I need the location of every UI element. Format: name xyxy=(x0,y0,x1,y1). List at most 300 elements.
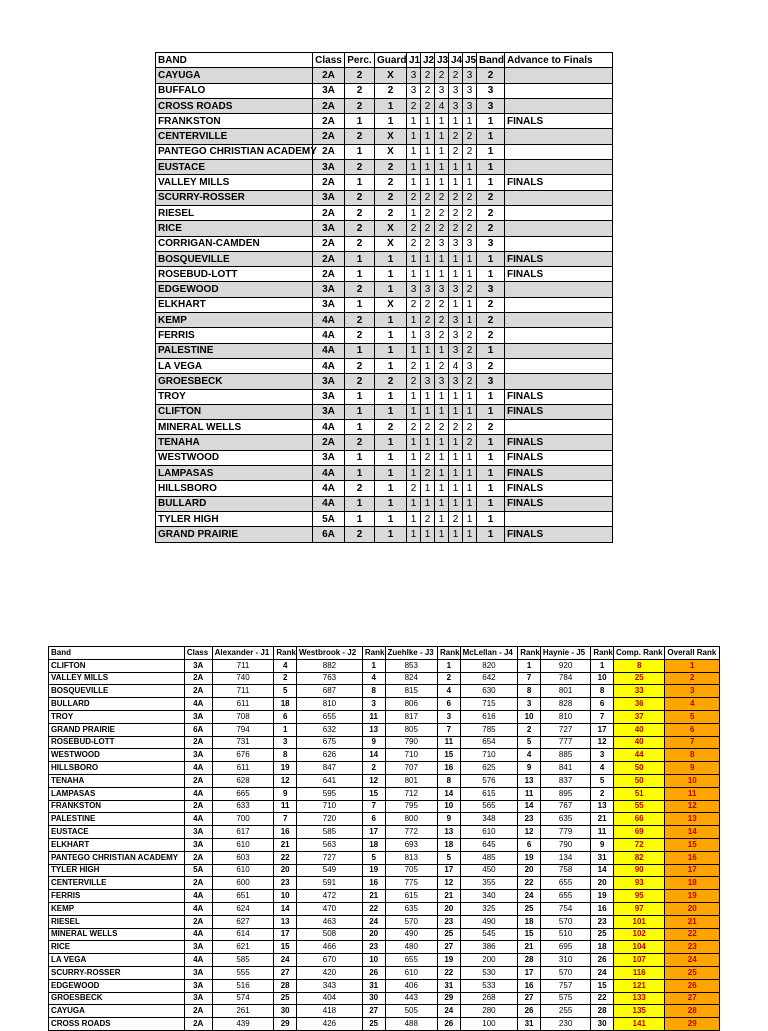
table-cell: 1 xyxy=(477,129,505,144)
table-cell: 1 xyxy=(435,114,449,129)
table-cell: 617 xyxy=(212,826,274,839)
table-cell: 775 xyxy=(385,877,437,890)
table-cell: 2 xyxy=(421,205,435,220)
band-name: MINERAL WELLS xyxy=(49,928,185,941)
table-cell: 3 xyxy=(449,98,463,113)
column-header: Rank xyxy=(591,647,614,660)
table-cell: 801 xyxy=(385,774,437,787)
table-row xyxy=(49,800,720,813)
table-cell: 2 xyxy=(345,205,375,220)
table-cell: 603 xyxy=(212,851,274,864)
overall-rank: 1 xyxy=(665,659,720,672)
band-name: BULLARD xyxy=(156,496,313,511)
table-cell: 710 xyxy=(385,749,437,762)
overall-rank: 22 xyxy=(665,928,720,941)
table-cell: FINALS xyxy=(505,114,613,129)
table-row xyxy=(49,698,720,711)
table-cell: 31 xyxy=(362,979,385,992)
table-cell: 14 xyxy=(437,787,460,800)
table-cell: 9 xyxy=(437,813,460,826)
table-cell: 1 xyxy=(375,527,407,542)
table-cell: 1 xyxy=(421,129,435,144)
table-cell xyxy=(505,129,613,144)
table-cell: 18 xyxy=(362,838,385,851)
table-cell: 17 xyxy=(437,864,460,877)
comp-rank: 116 xyxy=(613,966,664,979)
table-cell: 642 xyxy=(460,672,518,685)
table-cell: 2 xyxy=(345,83,375,98)
table-cell: 757 xyxy=(540,979,590,992)
table-row xyxy=(156,374,613,389)
table-cell: 731 xyxy=(212,736,274,749)
table-cell: 1 xyxy=(463,114,477,129)
band-name: CAYUGA xyxy=(156,68,313,83)
band-name: GRAND PRAIRIE xyxy=(156,527,313,542)
table-cell: 2 xyxy=(435,313,449,328)
comp-rank: 95 xyxy=(613,890,664,903)
table-row xyxy=(49,685,720,698)
table-cell: 30 xyxy=(591,1018,614,1031)
table-cell: 2 xyxy=(463,343,477,358)
table-cell: 784 xyxy=(540,672,590,685)
table-cell: 635 xyxy=(540,813,590,826)
band-name: EUSTACE xyxy=(49,826,185,839)
table-cell: 25 xyxy=(437,928,460,941)
table-cell: 1 xyxy=(421,114,435,129)
table-cell: 1 xyxy=(407,511,421,526)
table-cell: 1 xyxy=(437,659,460,672)
band-name: ROSEBUD-LOTT xyxy=(156,267,313,282)
table-cell: 627 xyxy=(212,915,274,928)
table-cell: 26 xyxy=(362,966,385,979)
table-cell: 1 xyxy=(435,450,449,465)
table-cell: 670 xyxy=(297,954,363,967)
table-row xyxy=(156,129,613,144)
table-cell: 10 xyxy=(437,800,460,813)
comp-rank: 104 xyxy=(613,941,664,954)
table-cell: 1 xyxy=(345,297,375,312)
table-cell: 2 xyxy=(274,672,297,685)
comp-rank: 107 xyxy=(613,954,664,967)
band-name: RICE xyxy=(49,941,185,954)
table-cell: 2A xyxy=(184,1018,212,1031)
overall-rank: 6 xyxy=(665,723,720,736)
table-cell: 386 xyxy=(460,941,518,954)
table-cell: 20 xyxy=(591,877,614,890)
table-cell: 2 xyxy=(463,205,477,220)
table-cell: 655 xyxy=(540,890,590,903)
table-cell: 847 xyxy=(297,762,363,775)
overall-rank: 2 xyxy=(665,672,720,685)
band-name: CLIFTON xyxy=(49,659,185,672)
table-cell: 1 xyxy=(407,435,421,450)
table-cell: 1 xyxy=(449,481,463,496)
table-cell: 2 xyxy=(421,98,435,113)
table-cell: 575 xyxy=(540,992,590,1005)
table-cell: 1 xyxy=(375,389,407,404)
table-cell xyxy=(505,190,613,205)
table-cell xyxy=(505,358,613,373)
table-cell: 268 xyxy=(460,992,518,1005)
table-cell: 9 xyxy=(518,762,541,775)
table-cell: 2 xyxy=(463,374,477,389)
band-name: TYLER HIGH xyxy=(49,864,185,877)
table-cell: 2 xyxy=(591,787,614,800)
table-cell: 2 xyxy=(449,205,463,220)
overall-rank: 18 xyxy=(665,877,720,890)
table-cell: 28 xyxy=(518,954,541,967)
table-cell: 5A xyxy=(313,511,345,526)
table-cell: 3 xyxy=(463,236,477,251)
table-cell: 26 xyxy=(518,1005,541,1018)
table-cell: 824 xyxy=(385,672,437,685)
table-cell: 2 xyxy=(375,160,407,175)
table-cell: 2 xyxy=(477,221,505,236)
table-cell: 1 xyxy=(463,297,477,312)
table-cell: 1 xyxy=(375,313,407,328)
table-cell: 2A xyxy=(184,774,212,787)
table-cell: 920 xyxy=(540,659,590,672)
band-name: CLIFTON xyxy=(156,404,313,419)
table-cell: 1 xyxy=(449,251,463,266)
table-cell: 1 xyxy=(375,328,407,343)
table-cell: 23 xyxy=(591,915,614,928)
table-cell: 1 xyxy=(421,404,435,419)
table-cell: 2 xyxy=(375,374,407,389)
table-cell: 6A xyxy=(313,527,345,542)
band-name: GROESBECK xyxy=(156,374,313,389)
comp-rank: 8 xyxy=(613,659,664,672)
table-row xyxy=(156,420,613,435)
table-cell: 1 xyxy=(407,343,421,358)
table-cell: 343 xyxy=(297,979,363,992)
column-header: J5 xyxy=(463,53,477,68)
table-cell: 439 xyxy=(212,1018,274,1031)
table-cell: 3 xyxy=(449,343,463,358)
table-cell: 2 xyxy=(421,511,435,526)
overall-rank: 14 xyxy=(665,826,720,839)
table-cell: 3 xyxy=(591,749,614,762)
table-cell: 1 xyxy=(463,175,477,190)
comp-rank: 102 xyxy=(613,928,664,941)
table-cell: 810 xyxy=(540,710,590,723)
band-name: RIESEL xyxy=(49,915,185,928)
table-cell: 628 xyxy=(212,774,274,787)
table-cell: 1 xyxy=(345,450,375,465)
table-cell: 7 xyxy=(591,710,614,723)
overall-rank: 29 xyxy=(665,1018,720,1031)
table-cell: 20 xyxy=(518,864,541,877)
table-cell: 1 xyxy=(375,450,407,465)
table-cell: 2 xyxy=(407,481,421,496)
table-cell: 810 xyxy=(297,698,363,711)
column-header: BAND xyxy=(156,53,313,68)
table-cell: 655 xyxy=(297,710,363,723)
table-row xyxy=(49,1018,720,1031)
table-cell: FINALS xyxy=(505,466,613,481)
table-cell: 1 xyxy=(463,313,477,328)
table-cell: 2 xyxy=(345,221,375,236)
band-name: LA VEGA xyxy=(49,954,185,967)
table-cell: 611 xyxy=(212,762,274,775)
table-cell: 11 xyxy=(591,826,614,839)
band-name: EDGEWOOD xyxy=(49,979,185,992)
table-cell xyxy=(505,205,613,220)
table-cell: X xyxy=(375,68,407,83)
table-cell: FINALS xyxy=(505,435,613,450)
table-cell: 815 xyxy=(385,685,437,698)
comp-rank: 36 xyxy=(613,698,664,711)
table-cell: 4A xyxy=(313,466,345,481)
table-cell: 1 xyxy=(345,389,375,404)
table-cell: 8 xyxy=(362,685,385,698)
comp-rank: 50 xyxy=(613,762,664,775)
table-cell: 1 xyxy=(435,527,449,542)
table-cell: 2 xyxy=(435,420,449,435)
table-cell: 2 xyxy=(421,420,435,435)
table-cell: 325 xyxy=(460,902,518,915)
table-cell: 3 xyxy=(449,83,463,98)
table-cell: 3A xyxy=(313,160,345,175)
table-cell: 12 xyxy=(518,826,541,839)
table-cell: 404 xyxy=(297,992,363,1005)
table-cell: 610 xyxy=(212,838,274,851)
table-cell: 516 xyxy=(212,979,274,992)
table-cell: 2 xyxy=(463,328,477,343)
table-cell: 645 xyxy=(460,838,518,851)
table-cell: 1 xyxy=(375,343,407,358)
table-cell: 641 xyxy=(297,774,363,787)
table-cell: FINALS xyxy=(505,481,613,496)
table-cell: 1 xyxy=(449,450,463,465)
table-cell: 1 xyxy=(435,481,449,496)
table-cell: 767 xyxy=(540,800,590,813)
column-header: Guard xyxy=(375,53,407,68)
table-cell: 1 xyxy=(477,251,505,266)
comp-rank: 40 xyxy=(613,723,664,736)
table-cell: 1 xyxy=(463,160,477,175)
table-cell: 2 xyxy=(463,420,477,435)
table-cell: 1 xyxy=(345,175,375,190)
table-cell: 13 xyxy=(274,915,297,928)
table-row xyxy=(49,659,720,672)
table-cell: 21 xyxy=(591,813,614,826)
table-cell: 466 xyxy=(297,941,363,954)
table-cell: 1 xyxy=(345,466,375,481)
table-cell: FINALS xyxy=(505,175,613,190)
table-cell: 3A xyxy=(184,941,212,954)
band-name: FRANKSTON xyxy=(156,114,313,129)
column-header: Comp. Rank xyxy=(613,647,664,660)
table-cell: 1 xyxy=(435,251,449,266)
table-cell: 711 xyxy=(212,685,274,698)
column-header: Zuehlke - J3 xyxy=(385,647,437,660)
table-row xyxy=(156,511,613,526)
table-cell: 22 xyxy=(437,966,460,979)
overall-rank: 27 xyxy=(665,992,720,1005)
table-cell: 10 xyxy=(518,710,541,723)
band-name: LA VEGA xyxy=(156,358,313,373)
table-cell: 17 xyxy=(591,723,614,736)
table-cell: 611 xyxy=(212,698,274,711)
comp-rank: 33 xyxy=(613,685,664,698)
table-cell: 4 xyxy=(449,358,463,373)
table-cell: 3A xyxy=(184,979,212,992)
table-cell: 1 xyxy=(449,114,463,129)
table-cell: 450 xyxy=(460,864,518,877)
table-cell: 12 xyxy=(362,774,385,787)
column-header: J3 xyxy=(435,53,449,68)
table-cell: 1 xyxy=(345,114,375,129)
table-cell: 18 xyxy=(437,838,460,851)
table-cell: 3 xyxy=(449,313,463,328)
table-cell: 3 xyxy=(463,358,477,373)
table-cell: 27 xyxy=(362,1005,385,1018)
table-cell: 2 xyxy=(421,83,435,98)
table-cell: 621 xyxy=(212,941,274,954)
table-row xyxy=(49,736,720,749)
table-cell: 2 xyxy=(421,313,435,328)
overall-rank: 25 xyxy=(665,966,720,979)
table-cell: 785 xyxy=(460,723,518,736)
table-cell: 790 xyxy=(540,838,590,851)
table-cell: 3A xyxy=(184,710,212,723)
table-cell: 2 xyxy=(449,190,463,205)
table-cell: 11 xyxy=(362,710,385,723)
table-cell: 4A xyxy=(313,420,345,435)
table-cell: 1 xyxy=(345,496,375,511)
table-cell: FINALS xyxy=(505,496,613,511)
table-cell: 1 xyxy=(407,267,421,282)
table-row xyxy=(49,710,720,723)
table-cell: 2 xyxy=(407,190,421,205)
table-cell: 3 xyxy=(477,83,505,98)
table-cell: 200 xyxy=(460,954,518,967)
table-row xyxy=(156,160,613,175)
table-row xyxy=(156,205,613,220)
table-cell: 2 xyxy=(375,420,407,435)
table-cell: 19 xyxy=(518,851,541,864)
table-cell: 2A xyxy=(313,144,345,159)
table-cell: 3 xyxy=(477,98,505,113)
table-cell: 2 xyxy=(435,190,449,205)
table-cell: 4A xyxy=(313,496,345,511)
table-cell: 21 xyxy=(518,941,541,954)
table-cell: 24 xyxy=(591,966,614,979)
table-cell: 3A xyxy=(313,450,345,465)
table-cell xyxy=(505,282,613,297)
table-cell: 720 xyxy=(297,813,363,826)
band-name: EUSTACE xyxy=(156,160,313,175)
table-cell: 1 xyxy=(435,496,449,511)
table-cell: 1 xyxy=(463,496,477,511)
table-cell: 2 xyxy=(463,129,477,144)
table-cell: 795 xyxy=(385,800,437,813)
band-name: MINERAL WELLS xyxy=(156,420,313,435)
table-row xyxy=(49,838,720,851)
table-cell: 655 xyxy=(385,954,437,967)
table-cell: 2 xyxy=(345,435,375,450)
table-row xyxy=(49,749,720,762)
table-cell: 19 xyxy=(437,954,460,967)
table-cell: 23 xyxy=(274,877,297,890)
band-name: CAYUGA xyxy=(49,1005,185,1018)
table-cell: 2A xyxy=(313,205,345,220)
table-cell: 555 xyxy=(212,966,274,979)
table-row xyxy=(156,496,613,511)
comp-rank: 135 xyxy=(613,1005,664,1018)
table-cell: 570 xyxy=(540,966,590,979)
table-cell: 406 xyxy=(385,979,437,992)
table-cell: 6 xyxy=(437,698,460,711)
table-cell: 3 xyxy=(449,236,463,251)
table-cell: 4A xyxy=(313,343,345,358)
table-cell: 2 xyxy=(345,98,375,113)
table-cell: 2 xyxy=(477,328,505,343)
table-row xyxy=(156,236,613,251)
table-cell: 2A xyxy=(184,736,212,749)
table-cell: 1 xyxy=(477,435,505,450)
table-row xyxy=(49,787,720,800)
table-cell xyxy=(505,343,613,358)
table-row xyxy=(156,328,613,343)
band-name: ELKHART xyxy=(49,838,185,851)
table-cell: 2 xyxy=(421,236,435,251)
comp-rank: 72 xyxy=(613,838,664,851)
column-header: Alexander - J1 xyxy=(212,647,274,660)
table-cell: 4 xyxy=(518,749,541,762)
table-cell: 2A xyxy=(313,251,345,266)
table-row xyxy=(156,144,613,159)
table-row xyxy=(49,992,720,1005)
table-cell: 1 xyxy=(375,267,407,282)
table-cell: 2A xyxy=(184,800,212,813)
table-cell: 2A xyxy=(313,129,345,144)
table-cell: 3A xyxy=(184,992,212,1005)
table-cell: 2 xyxy=(407,420,421,435)
band-name: HILLSBORO xyxy=(156,481,313,496)
table-cell: 4A xyxy=(313,481,345,496)
table-cell: 1 xyxy=(274,723,297,736)
overall-rank: 17 xyxy=(665,864,720,877)
table-cell: 31 xyxy=(591,851,614,864)
column-header: Westbrook - J2 xyxy=(297,647,363,660)
table-cell: 740 xyxy=(212,672,274,685)
table-cell: 29 xyxy=(437,992,460,1005)
table-cell: 2A xyxy=(184,685,212,698)
table-cell: 19 xyxy=(362,864,385,877)
table-cell: 480 xyxy=(385,941,437,954)
table-cell: 3A xyxy=(184,749,212,762)
comp-rank: 50 xyxy=(613,774,664,787)
table-cell: 2 xyxy=(435,358,449,373)
table-cell: 615 xyxy=(460,787,518,800)
table-cell: 4A xyxy=(313,358,345,373)
table-cell: 26 xyxy=(437,1018,460,1031)
band-name: TYLER HIGH xyxy=(156,511,313,526)
table-cell: 100 xyxy=(460,1018,518,1031)
table-cell: 1 xyxy=(375,466,407,481)
table-cell: 1 xyxy=(421,389,435,404)
table-cell: 508 xyxy=(297,928,363,941)
table-row xyxy=(156,343,613,358)
column-header: Rank xyxy=(437,647,460,660)
table-row xyxy=(49,1005,720,1018)
table-cell: 654 xyxy=(460,736,518,749)
table-cell: 545 xyxy=(460,928,518,941)
table-cell: 1 xyxy=(375,511,407,526)
table-row xyxy=(49,954,720,967)
